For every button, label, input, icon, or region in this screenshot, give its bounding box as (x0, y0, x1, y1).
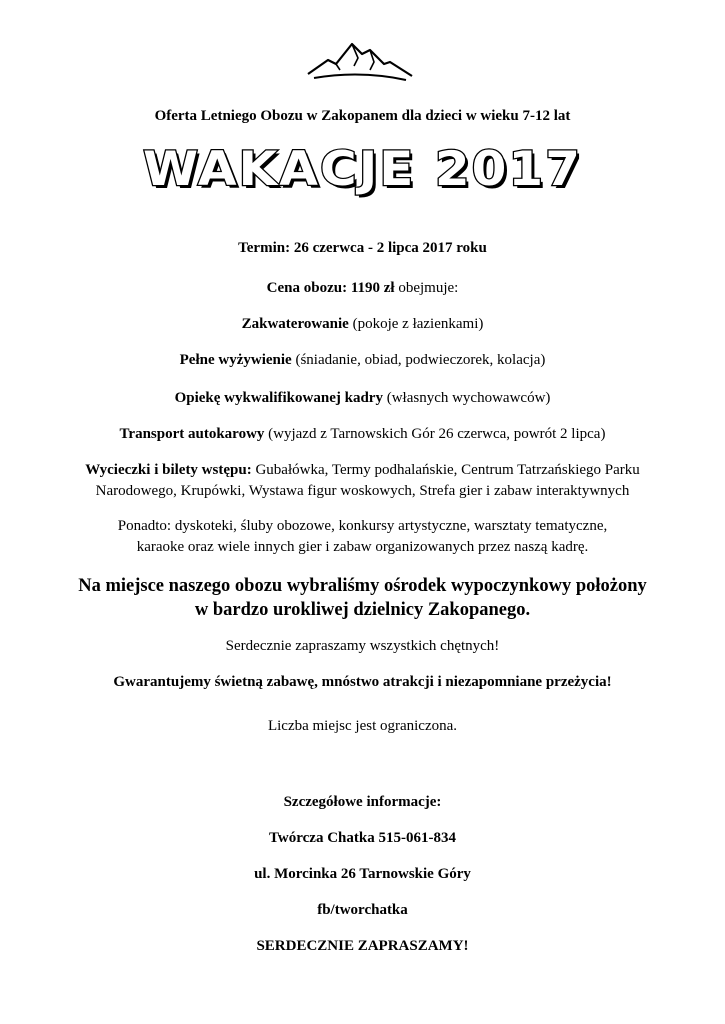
contact-address: ul. Morcinka 26 Tarnowskie Góry (254, 866, 471, 882)
trips-line-2: Narodowego, Krupówki, Wystawa figur woskowych, Strefa gier i zabaw interaktywnych (95, 483, 630, 499)
location-line-1: Na miejsce naszego obozu wybraliśmy ośrodek wypoczynkowy położony (78, 576, 647, 596)
trips-line-1 (0, 460, 725, 481)
item-bold: Zakwaterowanie (241, 316, 349, 332)
trips-rest: Gubałówka, Termy podhalańskie, Centrum Tatrzańskiego Parku (251, 462, 640, 478)
contact-phone: Twórcza Chatka 515-061-834 (269, 830, 456, 846)
item-rest: (śniadanie, obiad, podwieczorek, kolacja) (291, 352, 546, 368)
price-line (0, 278, 725, 299)
trips-label: Wycieczki i bilety wstępu: (85, 462, 252, 478)
extras-line-2: karaoke oraz wiele innych gier i zabaw organizowanych przez naszą kadrę. (136, 539, 589, 555)
price-label: Cena obozu: 1190 zł (266, 280, 395, 296)
closing-line: SERDECZNIE ZAPRASZAMY! (256, 938, 469, 954)
item-bold: Opiekę wykwalifikowanej kadry (174, 390, 383, 406)
item-rest: (wyjazd z Tarnowskich Gór 26 czerwca, powrót 2 lipca) (264, 426, 606, 442)
item-bold: Transport autokarowy (119, 426, 265, 442)
contact-facebook: fb/tworchatka (317, 902, 408, 918)
contact-heading: Szczegółowe informacje: (283, 794, 442, 810)
item-accommodation (0, 314, 725, 335)
item-care (0, 388, 725, 409)
item-rest: (własnych wychowawców) (382, 390, 551, 406)
location-line-2: w bardzo urokliwej dzielnicy Zakopanego. (194, 600, 531, 620)
item-transport (0, 424, 725, 445)
subtitle: Oferta Letniego Obozu w Zakopanem dla dzieci w wieku 7-12 lat (154, 108, 571, 124)
title-banner (0, 140, 725, 220)
item-meals (0, 350, 725, 371)
limit-line: Liczba miejsc jest ograniczona. (267, 718, 458, 734)
term-line: Termin: 26 czerwca - 2 lipca 2017 roku (238, 240, 487, 256)
item-bold: Pełne wyżywienie (179, 352, 292, 368)
mountain-icon (300, 36, 420, 86)
extras-line-1: Ponadto: dyskoteki, śluby obozowe, konkursy artystyczne, warsztaty tematyczne, (117, 518, 608, 534)
price-rest: obejmuje: (394, 280, 459, 296)
guarantee-line: Gwarantujemy świetną zabawę, mnóstwo atrakcji i niezapomniane przeżycia! (113, 674, 612, 690)
page-title: WAKACJE 2017 (142, 141, 583, 197)
invite-line: Serdecznie zapraszamy wszystkich chętnych! (225, 638, 500, 654)
item-rest: (pokoje z łazienkami) (348, 316, 484, 332)
